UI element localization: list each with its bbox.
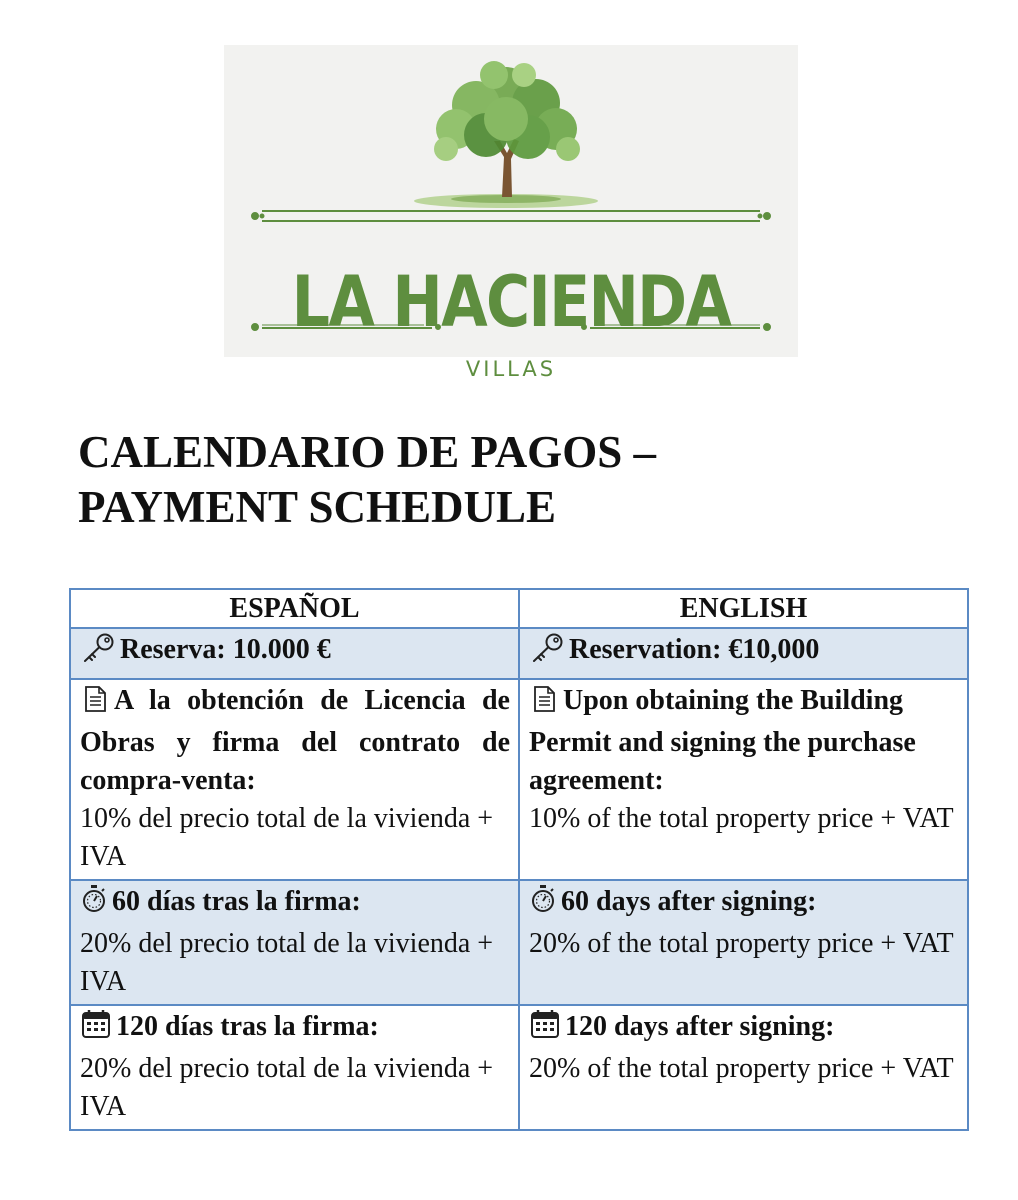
stopwatch-icon [529,884,557,925]
brand-subtitle: VILLAS [465,357,557,381]
cell-es [70,628,519,679]
document-icon [80,685,110,724]
title-line-2: PAYMENT SCHEDULE [78,482,557,532]
table-row [70,1005,968,1130]
header-english: ENGLISH [519,589,968,628]
title-line-1: CALENDARIO DE PAGOS – [78,427,656,477]
one-twenty-days-lead-en: 120 days after signing: [565,1011,835,1042]
table-row [70,679,968,880]
permit-detail-en: 10% of the total property price + VAT [529,803,954,834]
cell-en [519,1005,968,1130]
header-espanol: ESPAÑOL [70,589,519,628]
cell-en [519,628,968,679]
key-icon [80,632,116,673]
cell-es [70,880,519,1005]
sixty-days-lead-en: 60 days after signing: [561,886,817,917]
brand-name: LA HACIENDA [291,261,731,343]
permit-lead-en: Upon obtaining the Building Permit and signing the purchase agreement: [529,685,916,796]
one-twenty-days-lead-es: 120 días tras la firma: [116,1011,379,1042]
one-twenty-days-detail-es: 20% del precio total de la vivienda + IVA [80,1053,494,1122]
permit-detail-es: 10% del precio total de la vivienda + IVA [80,803,494,872]
sixty-days-lead-es: 60 días tras la firma: [112,886,361,917]
table-row [70,880,968,1005]
page-title [78,425,798,535]
permit-lead-es: A la obtención de Licencia de Obras y firma del contrato de compra-venta: [80,685,510,796]
sixty-days-detail-en: 20% of the total property price + VAT [529,928,954,959]
payment-schedule-table [69,588,969,1131]
sixty-days-detail-es: 20% del precio total de la vivienda + IVA [80,928,494,997]
reservation-lead-en: Reservation: €10,000 [569,634,820,665]
key-icon [529,632,565,673]
calendar-icon [80,1009,112,1050]
logo [224,45,798,381]
table-header-row [70,589,968,628]
cell-en [519,679,968,880]
table-row [70,628,968,679]
document-icon [529,685,559,724]
reservation-lead-es: Reserva: 10.000 € [120,634,331,665]
cell-en [519,880,968,1005]
stopwatch-icon [80,884,108,925]
calendar-icon [529,1009,561,1050]
cell-es [70,1005,519,1130]
cell-es [70,679,519,880]
one-twenty-days-detail-en: 20% of the total property price + VAT [529,1053,954,1084]
